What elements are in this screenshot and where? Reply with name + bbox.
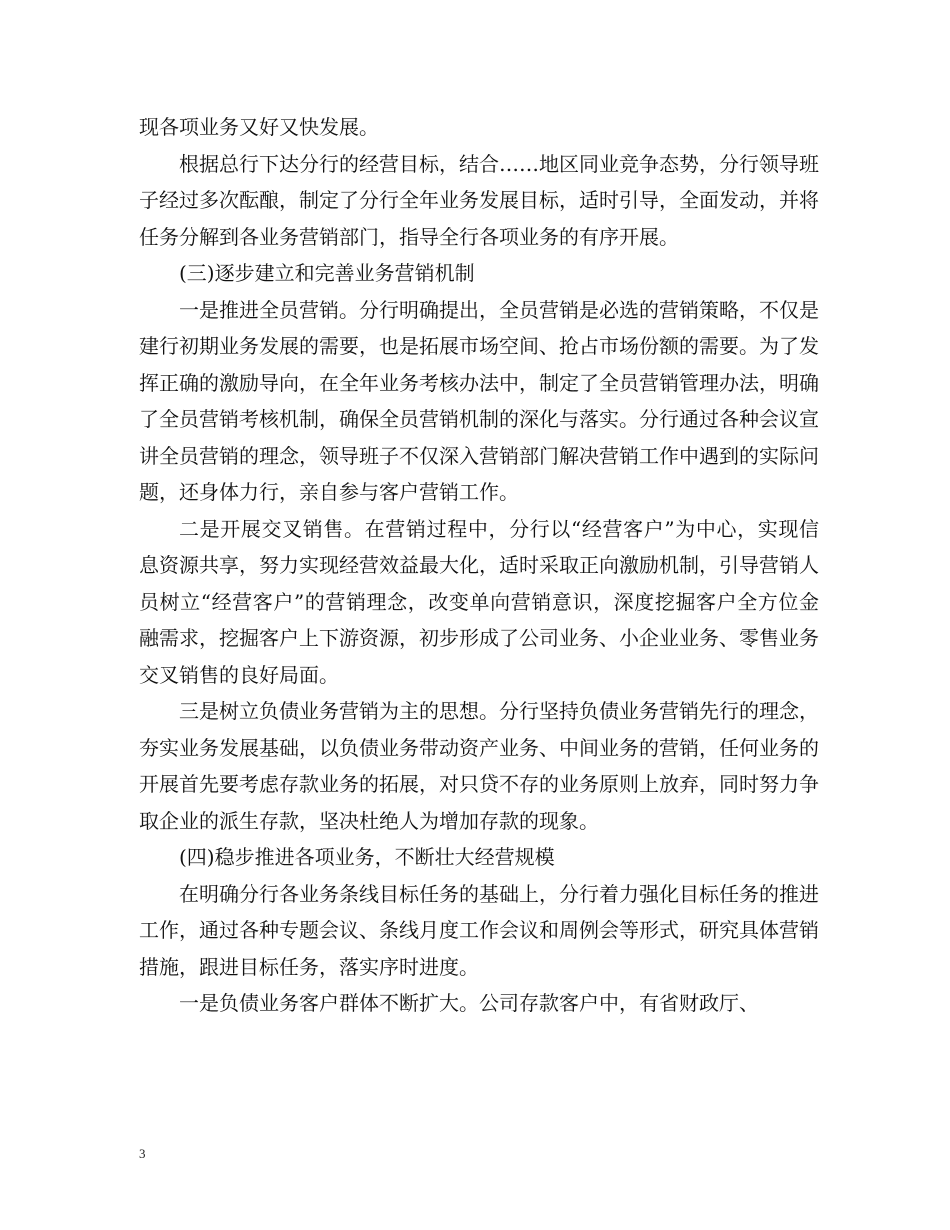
- page-number: 3: [139, 1146, 146, 1161]
- paragraph-continuation: 现各项业务又好又快发展。: [139, 115, 379, 139]
- section-heading-marketing-mechanism: (三)逐步建立和完善业务营销机制: [179, 261, 475, 285]
- paragraph-liability-customers: 一是负债业务客户群体不断扩大。公司存款客户中，有省财政厅、: [179, 991, 759, 1015]
- document-body: [139, 109, 819, 1022]
- section-heading-business-expansion: (四)稳步推进各项业务，不断壮大经营规模: [179, 845, 555, 869]
- paragraph-target-tasks: 在明确分行各业务条线目标任务的基础上，分行着力强化目标任务的推进工作，通过各种专题会议、条线月度工作会议和周例会等形式，研究具体营销措施，跟进目标任务，落实序时进度。: [139, 881, 819, 979]
- paragraph-business-targets: 根据总行下达分行的经营目标，结合……地区同业竞争态势，分行领导班子经过多次酝酿，制定了分行全年业务发展目标，适时引导，全面发动，并将任务分解到各业务营销部门，指导全行各项业务的有序开展。: [139, 151, 819, 249]
- paragraph-liability-marketing: 三是树立负债业务营销为主的思想。分行坚持负债业务营销先行的理念，夯实业务发展基础，以负债业务带动资产业务、中间业务的营销，任何业务的开展首先要考虑存款业务的拓展，对只贷不存的业务原则上放弃，同时努力争取企业的派生存款，坚决杜绝人为增加存款的现象。: [139, 699, 819, 833]
- paragraph-cross-selling: 二是开展交叉销售。在营销过程中，分行以“经营客户”为中心，实现信息资源共享，努力实现经营效益最大化，适时采取正向激励机制，引导营销人员树立“经营客户”的营销理念，改变单向营销意识，深度挖掘客户全方位金融需求，挖掘客户上下游资源，初步形成了公司业务、小企业业务、零售业务交叉销售的良好局面。: [139, 516, 819, 687]
- paragraph-full-staff-marketing: 一是推进全员营销。分行明确提出，全员营销是必选的营销策略，不仅是建行初期业务发展的需要，也是拓展市场空间、抢占市场份额的需要。为了发挥正确的激励导向，在全年业务考核办法中，制定了全员营销管理办法，明确了全员营销考核机制，确保全员营销机制的深化与落实。分行通过各种会议宣讲全员营销的理念，领导班子不仅深入营销部门解决营销工作中遇到的实际问题，还身体力行，亲自参与客户营销工作。: [139, 297, 819, 504]
